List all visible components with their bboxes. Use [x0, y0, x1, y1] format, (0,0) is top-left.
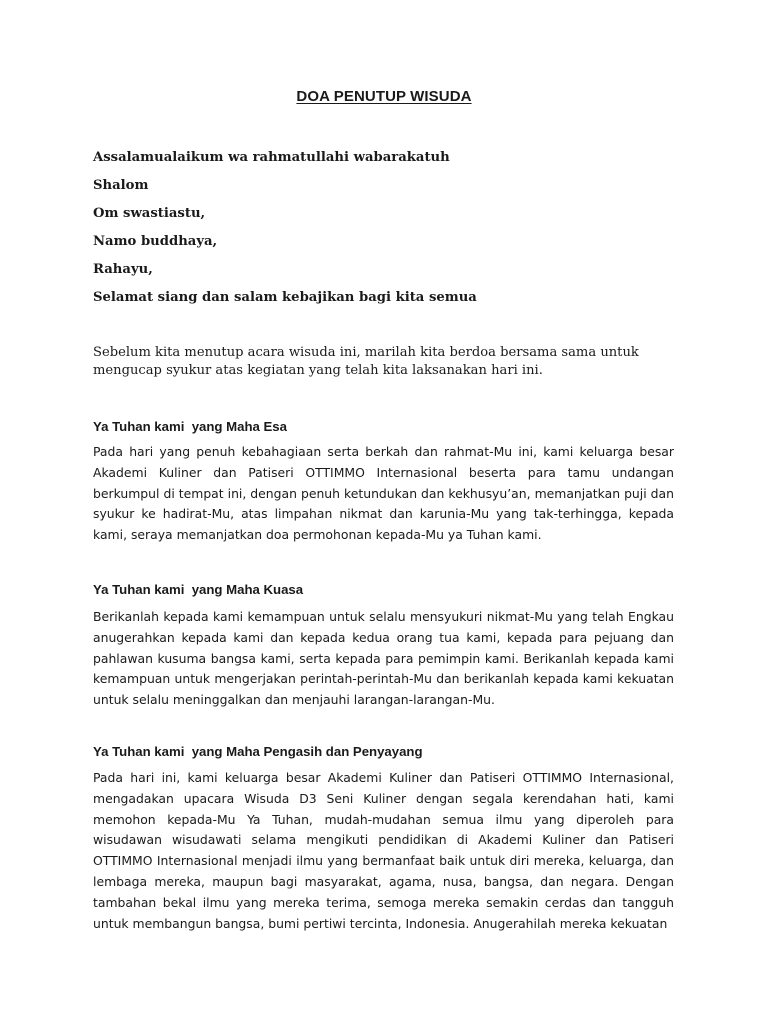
greeting-line: Shalom	[93, 178, 149, 193]
greeting-line: Namo buddhaya,	[93, 234, 218, 249]
intro-paragraph: Sebelum kita menutup acara wisuda ini, marilah kita berdoa bersama sama untuk mengucap syukur atas kegiatan yang telah kita laksanakan hari ini.	[93, 345, 639, 378]
greeting-line: Rahayu,	[93, 262, 153, 277]
greeting-line: Selamat siang dan salam kebajikan bagi kita semua	[93, 290, 477, 305]
section-paragraph: Pada hari ini, kami keluarga besar Akademi Kuliner dan Patiseri OTTIMMO Internasional, mengadakan upacara Wisuda D3 Seni Kuliner dengan segala kerendahan hati, kami memohon kepada-Mu Ya Tuhan, mudah-mudahan semua ilmu yang diperoleh para wisudawan wisudawati selama mengikuti pendidikan di Akademi Kuliner dan Patiseri OTTIMMO Internasional menjadi ilmu yang bermanfaat baik untuk diri mereka, keluarga, dan lembaga mereka, maupun bagi masyarakat, agama, nusa, bangsa, dan negara. Dengan tambahan bekal ilmu yang mereka terima, semoga mereka semakin cerdas dan tangguh untuk membangun bangsa, bumi pertiwi tercinta, Indonesia. Anugerahilah mereka kekuatan	[93, 770, 674, 931]
greeting-line: Om swastiastu,	[93, 206, 206, 221]
section-paragraph: Pada hari yang penuh kebahagiaan serta berkah dan rahmat-Mu ini, kami keluarga besar Akademi Kuliner dan Patiseri OTTIMMO Internasional beserta para tamu undangan berkumpul di tempat ini, dengan penuh ketundukan dan kekhusyu’an, memanjatkan puji dan syukur ke hadirat-Mu, atas limpahan nikmat dan karunia-Mu yang tak-terhingga, kepada kami, seraya memanjatkan doa permohonan kepada-Mu ya Tuhan kami.	[93, 444, 674, 543]
document-title: DOA PENUTUP WISUDA	[296, 88, 472, 105]
greeting-line: Assalamualaikum wa rahmatullahi wabarakatuh	[93, 150, 450, 165]
section-heading: Ya Tuhan kami yang Maha Esa	[93, 419, 287, 434]
section-heading: Ya Tuhan kami yang Maha Pengasih dan Penyayang	[93, 744, 423, 759]
section-paragraph: Berikanlah kepada kami kemampuan untuk selalu mensyukuri nikmat-Mu yang telah Engkau anugerahkan kepada kami dan kepada kedua orang tua kami, kepada para pejuang dan pahlawan kusuma bangsa kami, serta kepada para pemimpin kami. Berikanlah kepada kami kemampuan untuk mengerjakan perintah-perintah-Mu dan berikanlah kepada kami kekuatan untuk selalu meninggalkan dan menjauhi larangan-larangan-Mu.	[93, 609, 674, 708]
greeting-list	[93, 150, 693, 318]
section-heading: Ya Tuhan kami yang Maha Kuasa	[93, 582, 304, 597]
